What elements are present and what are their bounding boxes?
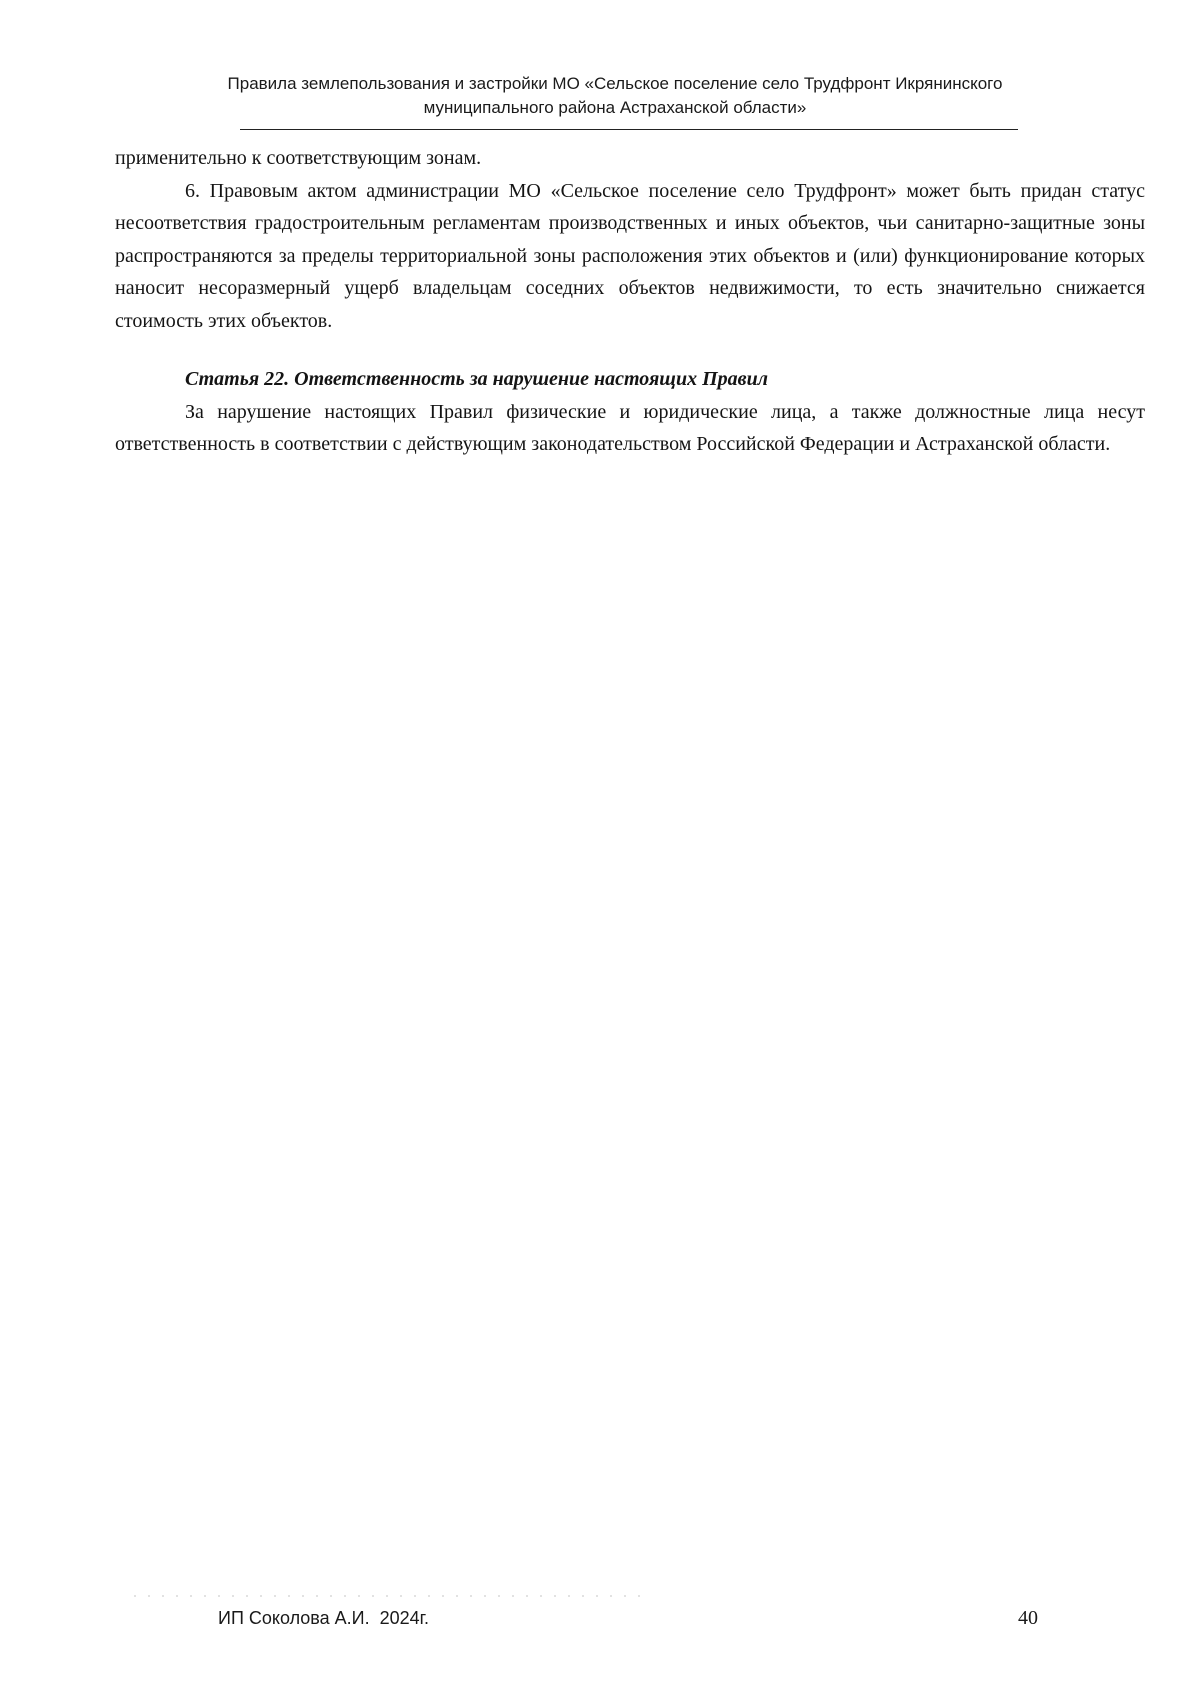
article-22-paragraph: За нарушение настоящих Правил физические и юридические лица, а также должностные лица несут ответственность в соответствии с действующим законодательством Российской Федерации и Астраханской области. xyxy=(115,400,1145,455)
continuation-paragraph: применительно к соответствующим зонам. xyxy=(115,147,482,169)
running-header xyxy=(150,72,1080,120)
header-divider xyxy=(240,129,1018,130)
page-number: 40 xyxy=(1018,1607,1038,1629)
paragraph-item-6: 6. Правовым актом администрации МО «Сельское поселение село Трудфронт» может быть придан статус несоответствия градостроительным регламентам производственных и иных объектов, чьи санитарно-защитные зоны распространяются за пределы территориальной зоны расположения этих объектов и (или) функционирование которых наносит несоразмерный ущерб владельцам соседних объектов недвижимости, то есть значительно снижается стоимость этих объектов. xyxy=(115,179,1145,332)
article-22-heading: Статья 22. Ответственность за нарушение настоящих Правил xyxy=(185,368,768,390)
header-line-1: Правила землепользования и застройки МО «Сельское поселение село Трудфронт Икрянинского xyxy=(227,74,1003,93)
footer-author: ИП Соколова А.И. 2024г. xyxy=(218,1608,430,1628)
footer-dotted-line xyxy=(128,1595,648,1597)
document-body xyxy=(115,142,1145,461)
header-line-2: муниципального района Астраханской области» xyxy=(423,98,807,117)
